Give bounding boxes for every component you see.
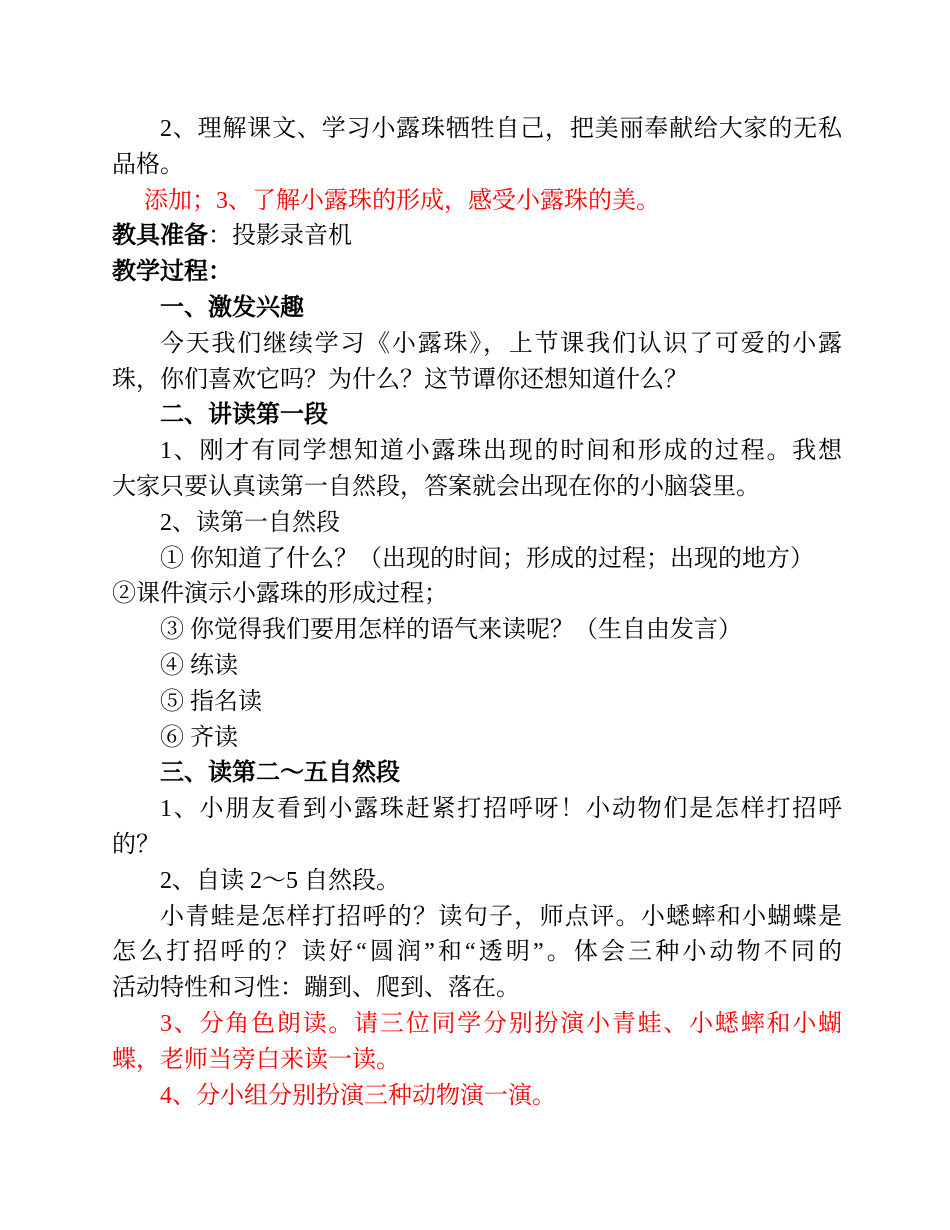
list-item-3: ③ 你觉得我们要用怎样的语气来读呢？（生自由发言） <box>160 617 742 644</box>
objective-2-line-1: 2、理解课文、学习小露珠牺牲自己，把美丽奉献给大家的无私 <box>160 116 842 142</box>
section-3-para-line-3: 活动特性和习性：蹦到、爬到、落在。 <box>112 975 520 1002</box>
teaching-aids-text: ：投影录音机 <box>208 223 352 250</box>
section-3-heading: 三、读第二～五自然段 <box>160 760 400 787</box>
section-3-step-3-line-2: 蝶，老师当旁白来读一读。 <box>112 1046 400 1073</box>
objective-2-line-2: 品格。 <box>112 151 184 178</box>
section-3-step-3-line-1: 3、分角色朗读。请三位同学分别扮演小青蛙、小蟋蟀和小蝴 <box>160 1010 842 1037</box>
teaching-process-heading: 教学过程： <box>112 259 232 286</box>
section-1-heading: 一、激发兴趣 <box>160 294 304 321</box>
teaching-aids-label: 教具准备 <box>112 223 208 250</box>
list-item-5: ⑤ 指名读 <box>160 688 262 715</box>
section-2-step-1-line-2: 大家只要认真读第一自然段，答案就会出现在你的小脑袋里。 <box>112 473 760 500</box>
intro-line-1: 今天我们继续学习《小露珠》，上节课我们认识了可爱的小露 <box>160 330 842 357</box>
list-item-2: ②课件演示小露珠的形成过程； <box>112 581 448 608</box>
section-3-step-1-line-2: 的？ <box>112 831 160 858</box>
section-2-step-1-line-1: 1、刚才有同学想知道小露珠出现的时间和形成的过程。我想 <box>160 438 842 465</box>
list-item-1: ① 你知道了什么？（出现的时间；形成的过程；出现的地方） <box>160 545 814 572</box>
section-2-step-2: 2、读第一自然段 <box>160 509 340 536</box>
objective-3-added: 添加；3、了解小露珠的形成，感受小露珠的美。 <box>144 187 660 214</box>
document-page <box>112 112 842 1114</box>
section-3-step-1-line-1: 1、小朋友看到小露珠赶紧打招呼呀！小动物们是怎样打招呼 <box>160 796 842 823</box>
section-3-step-4: 4、分小组分别扮演三种动物演一演。 <box>160 1082 556 1109</box>
list-item-4: ④ 练读 <box>160 652 238 679</box>
teaching-aids <box>112 219 842 255</box>
section-3-step-2: 2、自读 2～5 自然段。 <box>160 867 400 894</box>
list-item-6: ⑥ 齐读 <box>160 724 238 751</box>
section-3-para-line-1: 小青蛙是怎样打招呼的？读句子，师点评。小蟋蟀和小蝴蝶是 <box>160 903 842 930</box>
section-3-para-line-2: 怎么打招呼的？读好“圆润”和“透明”。体会三种小动物不同的 <box>112 939 842 966</box>
intro-line-2: 珠，你们喜欢它吗？为什么？这节谭你还想知道什么？ <box>112 366 688 393</box>
section-2-heading: 二、讲读第一段 <box>160 402 328 429</box>
